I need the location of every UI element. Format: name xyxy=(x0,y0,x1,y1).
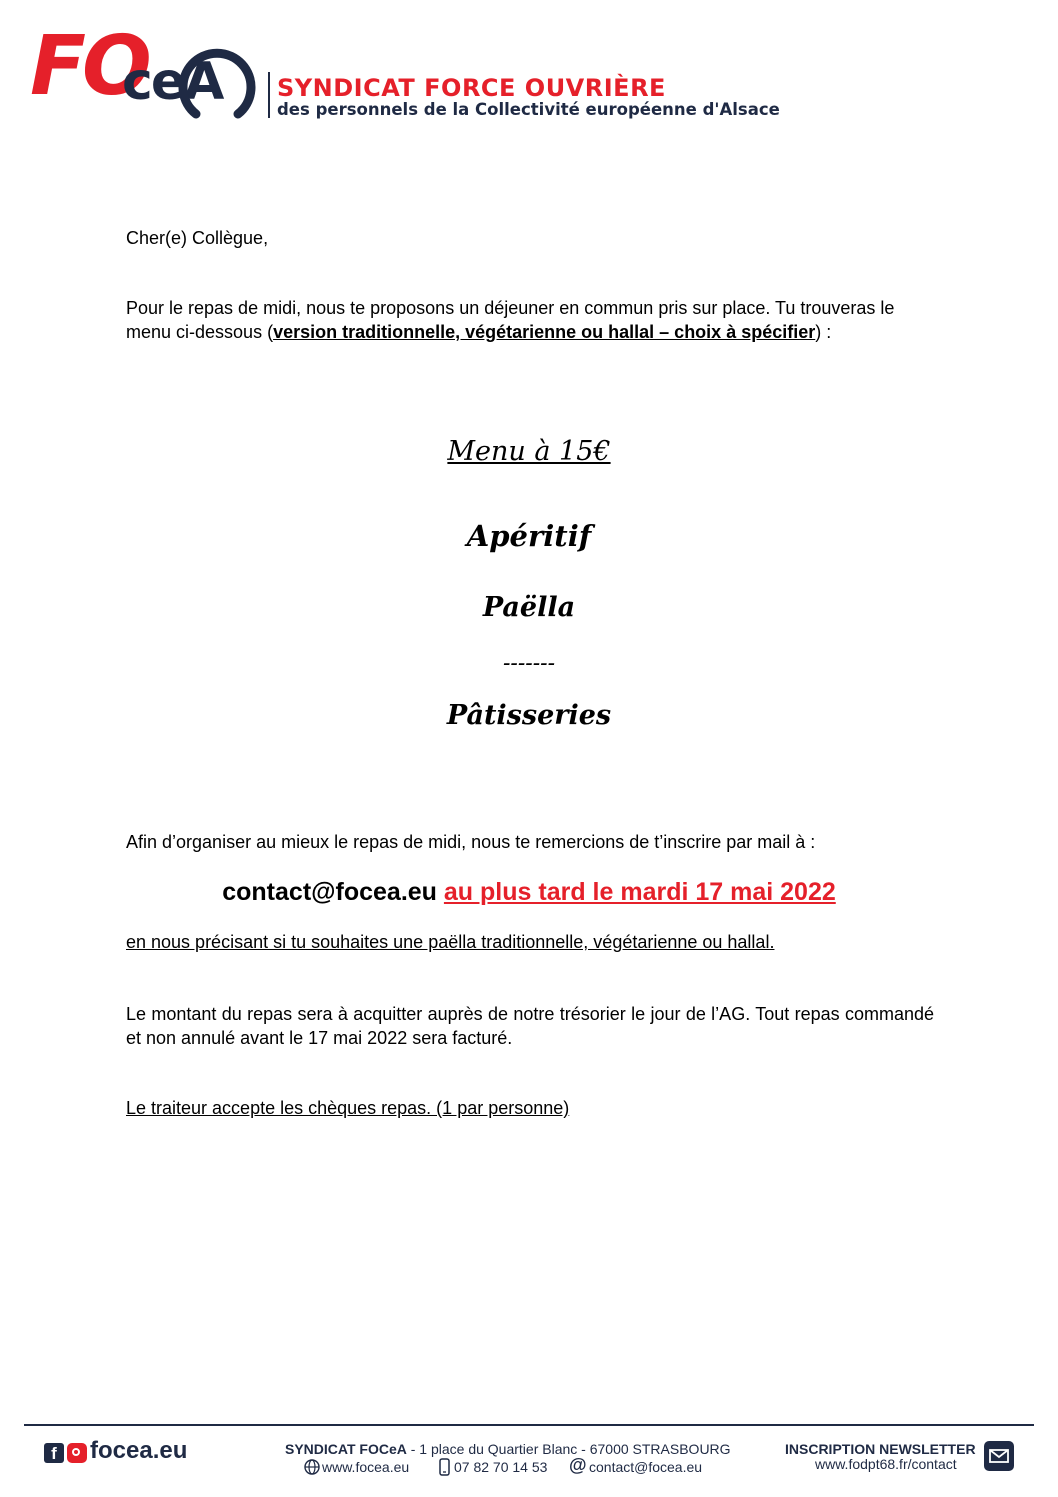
instagram-icon[interactable] xyxy=(67,1443,87,1463)
globe-icon xyxy=(304,1459,320,1475)
phone-icon xyxy=(439,1458,450,1476)
footer-org-name: SYNDICAT FOCeA xyxy=(285,1441,407,1457)
newsletter-title: INSCRIPTION NEWSLETTER xyxy=(785,1441,976,1457)
menu-separator: ------- xyxy=(502,651,556,676)
footer-email-link[interactable]: contact@focea.eu xyxy=(589,1459,703,1475)
mail-icon[interactable] xyxy=(984,1441,1014,1471)
footer-divider xyxy=(24,1424,1034,1426)
footer-org xyxy=(285,1441,731,1457)
specify-end: . xyxy=(769,932,775,952)
registration-text: Afin d’organiser au mieux le repas de midi, nous te remercions de t’inscrire par mail à : xyxy=(126,832,816,852)
menu-item-patisseries: Pâtisseries xyxy=(446,700,612,731)
contact-email-link[interactable]: contact@focea.eu xyxy=(222,878,437,906)
logo-arc-icon xyxy=(176,46,256,122)
greeting: Cher(e) Collègue, xyxy=(126,228,269,248)
cheques-note: Le traiteur accepte les chèques repas. (1 par personne) xyxy=(126,1098,570,1118)
footer-site-link[interactable]: focea.eu xyxy=(90,1437,188,1464)
facebook-icon[interactable]: f xyxy=(44,1443,64,1463)
menu-item-aperitif: Apéritif xyxy=(466,519,592,553)
intro-paragraph xyxy=(126,296,934,344)
payment-paragraph: Le montant du repas sera à acquitter auprès de notre trésorier le jour de l’AG. Tout repas commandé et non annulé avant le 17 mai 2022 sera facturé. xyxy=(126,1004,934,1048)
logo-cea-text: cеA xyxy=(122,52,223,112)
contact-line xyxy=(0,876,1058,908)
header-subtitle: des personnels de la Collectivité européenne d'Alsace xyxy=(277,100,780,119)
menu-title: Menu à 15€ xyxy=(447,436,611,467)
footer-org-address: - 1 place du Quartier Blanc - 67000 STRASBOURG xyxy=(406,1441,731,1457)
intro-emphasis: version traditionnelle, végétarienne ou hallal – choix à spécifier xyxy=(273,322,816,342)
specify-main: en nous précisant si tu souhaites une paëlla traditionnelle, végétarienne ou hallal xyxy=(126,932,770,952)
intro-text-before: Pour le repas de midi, nous te proposons un déjeuner en commun pris sur place. Tu trouveras le menu ci-dessous ( xyxy=(126,298,895,342)
newsletter-link[interactable]: www.fodpt68.fr/contact xyxy=(815,1456,957,1472)
footer-phone[interactable]: 07 82 70 14 53 xyxy=(454,1459,548,1475)
header-divider xyxy=(268,72,270,118)
menu-item-paella: Paëlla xyxy=(482,592,576,623)
contact-deadline: au plus tard le mardi 17 mai 2022 xyxy=(443,878,836,906)
intro-text-after: ) : xyxy=(815,322,832,342)
at-icon: @ xyxy=(569,1455,587,1475)
logo-fo-text: FO xyxy=(30,19,148,114)
header-title: SYNDICAT FORCE OUVRIÈRE xyxy=(277,74,666,102)
specify-text xyxy=(126,930,934,954)
mail-envelope-icon xyxy=(984,1441,1014,1471)
footer-web-link[interactable]: www.focea.eu xyxy=(322,1459,410,1475)
